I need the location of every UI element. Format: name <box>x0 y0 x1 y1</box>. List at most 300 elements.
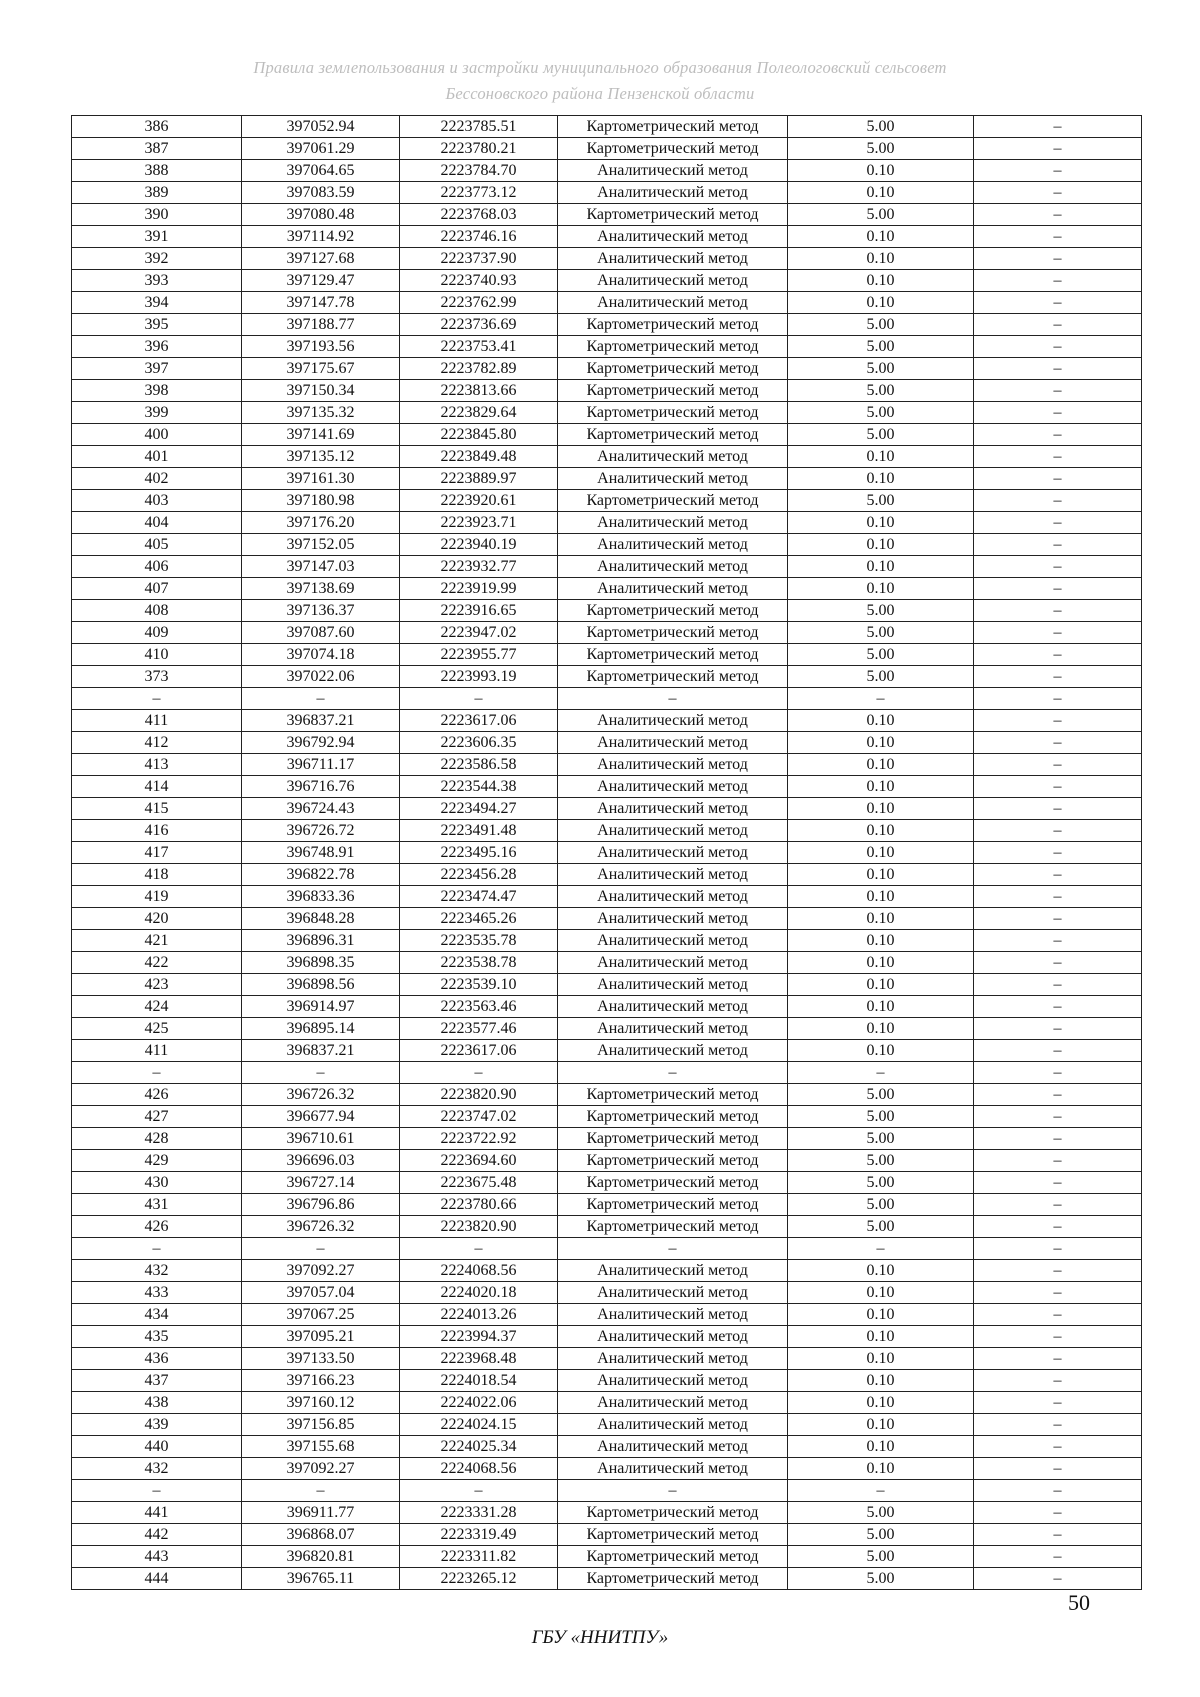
accuracy-cell: 0.10 <box>788 578 974 600</box>
note-cell: – <box>974 1304 1142 1326</box>
note-cell: – <box>974 644 1142 666</box>
accuracy-cell: 0.10 <box>788 1414 974 1436</box>
accuracy-cell: 0.10 <box>788 556 974 578</box>
table-row <box>72 226 1142 248</box>
note-cell: – <box>974 336 1142 358</box>
x-coordinate-cell: 396837.21 <box>242 1040 400 1062</box>
note-cell: – <box>974 358 1142 380</box>
method-cell: Аналитический метод <box>558 754 788 776</box>
table-row <box>72 578 1142 600</box>
y-coordinate-cell: 2223736.69 <box>400 314 558 336</box>
y-coordinate-cell: 2223617.06 <box>400 710 558 732</box>
method-cell: Аналитический метод <box>558 930 788 952</box>
method-cell: Картометрический метод <box>558 138 788 160</box>
x-coordinate-cell: 396895.14 <box>242 1018 400 1040</box>
x-coordinate-cell: 397095.21 <box>242 1326 400 1348</box>
method-cell: Аналитический метод <box>558 864 788 886</box>
x-coordinate-cell: 397160.12 <box>242 1392 400 1414</box>
point-number-cell: 434 <box>72 1304 242 1326</box>
note-cell: – <box>974 754 1142 776</box>
note-cell: – <box>974 292 1142 314</box>
table-row <box>72 732 1142 754</box>
method-cell: Картометрический метод <box>558 116 788 138</box>
x-coordinate-cell: 396898.56 <box>242 974 400 996</box>
page-footer: ГБУ «ННИТПУ» <box>531 1627 669 1648</box>
y-coordinate-cell: 2223722.92 <box>400 1128 558 1150</box>
accuracy-cell: 0.10 <box>788 446 974 468</box>
point-number-cell: 400 <box>72 424 242 446</box>
y-coordinate-cell: 2223474.47 <box>400 886 558 908</box>
y-coordinate-cell: 2223586.58 <box>400 754 558 776</box>
point-number-cell: 387 <box>72 138 242 160</box>
x-coordinate-cell: 396696.03 <box>242 1150 400 1172</box>
point-number-cell: 424 <box>72 996 242 1018</box>
method-cell: Картометрический метод <box>558 1128 788 1150</box>
x-coordinate-cell: 396726.72 <box>242 820 400 842</box>
x-coordinate-cell: 396898.35 <box>242 952 400 974</box>
y-coordinate-cell: – <box>400 1238 558 1260</box>
table-row <box>72 842 1142 864</box>
y-coordinate-cell: 2223940.19 <box>400 534 558 556</box>
note-cell: – <box>974 1326 1142 1348</box>
point-number-cell: 386 <box>72 116 242 138</box>
accuracy-cell: 0.10 <box>788 908 974 930</box>
method-cell: Аналитический метод <box>558 226 788 248</box>
method-cell: Картометрический метод <box>558 380 788 402</box>
x-coordinate-cell: 396677.94 <box>242 1106 400 1128</box>
accuracy-cell: 5.00 <box>788 336 974 358</box>
accuracy-cell: 5.00 <box>788 314 974 336</box>
x-coordinate-cell: 397133.50 <box>242 1348 400 1370</box>
accuracy-cell: 0.10 <box>788 182 974 204</box>
x-coordinate-cell: 396711.17 <box>242 754 400 776</box>
table-row <box>72 424 1142 446</box>
x-coordinate-cell: 396716.76 <box>242 776 400 798</box>
table-row <box>72 1524 1142 1546</box>
y-coordinate-cell: 2223563.46 <box>400 996 558 1018</box>
accuracy-cell: 5.00 <box>788 1172 974 1194</box>
note-cell: – <box>974 776 1142 798</box>
point-number-cell: 437 <box>72 1370 242 1392</box>
point-number-cell: 436 <box>72 1348 242 1370</box>
x-coordinate-cell: 396724.43 <box>242 798 400 820</box>
note-cell: – <box>974 556 1142 578</box>
accuracy-cell: 5.00 <box>788 622 974 644</box>
note-cell: – <box>974 1128 1142 1150</box>
method-cell: Аналитический метод <box>558 776 788 798</box>
x-coordinate-cell: 396896.31 <box>242 930 400 952</box>
y-coordinate-cell: 2223740.93 <box>400 270 558 292</box>
table-row <box>72 182 1142 204</box>
x-coordinate-cell: 397127.68 <box>242 248 400 270</box>
coordinates-table <box>71 115 1142 1590</box>
note-cell: – <box>974 864 1142 886</box>
accuracy-cell: 5.00 <box>788 380 974 402</box>
note-cell: – <box>974 1436 1142 1458</box>
y-coordinate-cell: 2223762.99 <box>400 292 558 314</box>
table-row <box>72 1370 1142 1392</box>
accuracy-cell: 5.00 <box>788 138 974 160</box>
table-row <box>72 138 1142 160</box>
y-coordinate-cell: 2223456.28 <box>400 864 558 886</box>
method-cell: Аналитический метод <box>558 534 788 556</box>
table-row <box>72 1436 1142 1458</box>
table-row <box>72 1216 1142 1238</box>
point-number-cell: 414 <box>72 776 242 798</box>
point-number-cell: 415 <box>72 798 242 820</box>
method-cell: Картометрический метод <box>558 622 788 644</box>
note-cell: – <box>974 1062 1142 1084</box>
y-coordinate-cell: 2223617.06 <box>400 1040 558 1062</box>
method-cell: Аналитический метод <box>558 886 788 908</box>
accuracy-cell: 5.00 <box>788 116 974 138</box>
y-coordinate-cell: 2223544.38 <box>400 776 558 798</box>
table-row <box>72 864 1142 886</box>
accuracy-cell: 0.10 <box>788 1326 974 1348</box>
accuracy-cell: 0.10 <box>788 1348 974 1370</box>
note-cell: – <box>974 534 1142 556</box>
method-cell: Картометрический метод <box>558 424 788 446</box>
method-cell: Аналитический метод <box>558 952 788 974</box>
y-coordinate-cell: 2223968.48 <box>400 1348 558 1370</box>
point-number-cell: 398 <box>72 380 242 402</box>
method-cell: Аналитический метод <box>558 798 788 820</box>
accuracy-cell: 5.00 <box>788 424 974 446</box>
accuracy-cell: 0.10 <box>788 974 974 996</box>
note-cell: – <box>974 490 1142 512</box>
method-cell: Аналитический метод <box>558 1458 788 1480</box>
method-cell: – <box>558 688 788 710</box>
y-coordinate-cell: 2223820.90 <box>400 1084 558 1106</box>
point-number-cell: 401 <box>72 446 242 468</box>
point-number-cell: 388 <box>72 160 242 182</box>
point-number-cell: 421 <box>72 930 242 952</box>
y-coordinate-cell: 2223919.99 <box>400 578 558 600</box>
table-row <box>72 1502 1142 1524</box>
y-coordinate-cell: 2223916.65 <box>400 600 558 622</box>
point-number-cell: 431 <box>72 1194 242 1216</box>
table-row <box>72 160 1142 182</box>
note-cell: – <box>974 1392 1142 1414</box>
method-cell: Аналитический метод <box>558 908 788 930</box>
table-row <box>72 1172 1142 1194</box>
x-coordinate-cell: 397087.60 <box>242 622 400 644</box>
note-cell: – <box>974 996 1142 1018</box>
note-cell: – <box>974 1282 1142 1304</box>
y-coordinate-cell: 2224022.06 <box>400 1392 558 1414</box>
accuracy-cell: 5.00 <box>788 490 974 512</box>
method-cell: Аналитический метод <box>558 556 788 578</box>
y-coordinate-cell: 2223994.37 <box>400 1326 558 1348</box>
x-coordinate-cell: – <box>242 1480 400 1502</box>
note-cell: – <box>974 1370 1142 1392</box>
accuracy-cell: 0.10 <box>788 886 974 908</box>
method-cell: Картометрический метод <box>558 1524 788 1546</box>
note-cell: – <box>974 798 1142 820</box>
table-row <box>72 468 1142 490</box>
point-number-cell: 405 <box>72 534 242 556</box>
accuracy-cell: 0.10 <box>788 930 974 952</box>
y-coordinate-cell: 2223694.60 <box>400 1150 558 1172</box>
x-coordinate-cell: 397067.25 <box>242 1304 400 1326</box>
y-coordinate-cell: 2224020.18 <box>400 1282 558 1304</box>
accuracy-cell: 0.10 <box>788 732 974 754</box>
point-number-cell: 417 <box>72 842 242 864</box>
point-number-cell: – <box>72 1480 242 1502</box>
x-coordinate-cell: 397155.68 <box>242 1436 400 1458</box>
accuracy-cell: 0.10 <box>788 776 974 798</box>
x-coordinate-cell: 397136.37 <box>242 600 400 622</box>
note-cell: – <box>974 1216 1142 1238</box>
note-cell: – <box>974 622 1142 644</box>
note-cell: – <box>974 908 1142 930</box>
x-coordinate-cell: 397074.18 <box>242 644 400 666</box>
table-row <box>72 314 1142 336</box>
x-coordinate-cell: 396796.86 <box>242 1194 400 1216</box>
method-cell: Картометрический метод <box>558 336 788 358</box>
note-cell: – <box>974 578 1142 600</box>
note-cell: – <box>974 1106 1142 1128</box>
table-row <box>72 688 1142 710</box>
point-number-cell: 412 <box>72 732 242 754</box>
method-cell: Аналитический метод <box>558 732 788 754</box>
accuracy-cell: – <box>788 1062 974 1084</box>
note-cell: – <box>974 1150 1142 1172</box>
accuracy-cell: 5.00 <box>788 1568 974 1590</box>
method-cell: Аналитический метод <box>558 1436 788 1458</box>
table-row <box>72 754 1142 776</box>
note-cell: – <box>974 248 1142 270</box>
table-row <box>72 1128 1142 1150</box>
y-coordinate-cell: 2223780.21 <box>400 138 558 160</box>
accuracy-cell: 0.10 <box>788 1040 974 1062</box>
x-coordinate-cell: – <box>242 1238 400 1260</box>
method-cell: Аналитический метод <box>558 512 788 534</box>
x-coordinate-cell: – <box>242 688 400 710</box>
method-cell: Картометрический метод <box>558 314 788 336</box>
y-coordinate-cell: 2223753.41 <box>400 336 558 358</box>
table-row <box>72 380 1142 402</box>
x-coordinate-cell: 397141.69 <box>242 424 400 446</box>
accuracy-cell: 0.10 <box>788 534 974 556</box>
table-row <box>72 1040 1142 1062</box>
method-cell: Аналитический метод <box>558 820 788 842</box>
x-coordinate-cell: 397092.27 <box>242 1458 400 1480</box>
x-coordinate-cell: 397135.32 <box>242 402 400 424</box>
table-row <box>72 622 1142 644</box>
point-number-cell: 399 <box>72 402 242 424</box>
table-row <box>72 1194 1142 1216</box>
point-number-cell: 441 <box>72 1502 242 1524</box>
note-cell: – <box>974 160 1142 182</box>
method-cell: Картометрический метод <box>558 490 788 512</box>
point-number-cell: 429 <box>72 1150 242 1172</box>
point-number-cell: 442 <box>72 1524 242 1546</box>
table-row <box>72 666 1142 688</box>
y-coordinate-cell: 2223920.61 <box>400 490 558 512</box>
x-coordinate-cell: 397147.78 <box>242 292 400 314</box>
point-number-cell: 444 <box>72 1568 242 1590</box>
point-number-cell: 402 <box>72 468 242 490</box>
y-coordinate-cell: – <box>400 688 558 710</box>
table-row <box>72 116 1142 138</box>
note-cell: – <box>974 512 1142 534</box>
method-cell: – <box>558 1480 788 1502</box>
accuracy-cell: 5.00 <box>788 1502 974 1524</box>
point-number-cell: 418 <box>72 864 242 886</box>
method-cell: Аналитический метод <box>558 446 788 468</box>
y-coordinate-cell: – <box>400 1480 558 1502</box>
table-row <box>72 908 1142 930</box>
x-coordinate-cell: 396848.28 <box>242 908 400 930</box>
method-cell: Аналитический метод <box>558 1392 788 1414</box>
note-cell: – <box>974 952 1142 974</box>
accuracy-cell: 0.10 <box>788 754 974 776</box>
accuracy-cell: 0.10 <box>788 1436 974 1458</box>
note-cell: – <box>974 688 1142 710</box>
accuracy-cell: 0.10 <box>788 292 974 314</box>
point-number-cell: 416 <box>72 820 242 842</box>
note-cell: – <box>974 710 1142 732</box>
table-row <box>72 1282 1142 1304</box>
y-coordinate-cell: 2224068.56 <box>400 1260 558 1282</box>
y-coordinate-cell: 2223845.80 <box>400 424 558 446</box>
method-cell: Аналитический метод <box>558 1260 788 1282</box>
x-coordinate-cell: 396727.14 <box>242 1172 400 1194</box>
accuracy-cell: 0.10 <box>788 468 974 490</box>
table-row <box>72 1480 1142 1502</box>
method-cell: Картометрический метод <box>558 1546 788 1568</box>
accuracy-cell: 0.10 <box>788 248 974 270</box>
note-cell: – <box>974 468 1142 490</box>
y-coordinate-cell: 2223955.77 <box>400 644 558 666</box>
page-number: 50 <box>1068 1590 1090 1615</box>
accuracy-cell: 0.10 <box>788 1018 974 1040</box>
point-number-cell: 389 <box>72 182 242 204</box>
y-coordinate-cell: 2223923.71 <box>400 512 558 534</box>
table-row <box>72 512 1142 534</box>
accuracy-cell: – <box>788 1480 974 1502</box>
y-coordinate-cell: 2223813.66 <box>400 380 558 402</box>
x-coordinate-cell: 397180.98 <box>242 490 400 512</box>
point-number-cell: 404 <box>72 512 242 534</box>
y-coordinate-cell: 2223265.12 <box>400 1568 558 1590</box>
note-cell: – <box>974 666 1142 688</box>
point-number-cell: 373 <box>72 666 242 688</box>
method-cell: Картометрический метод <box>558 1568 788 1590</box>
x-coordinate-cell: 397175.67 <box>242 358 400 380</box>
point-number-cell: 440 <box>72 1436 242 1458</box>
accuracy-cell: 0.10 <box>788 820 974 842</box>
table-row <box>72 270 1142 292</box>
accuracy-cell: 0.10 <box>788 1304 974 1326</box>
accuracy-cell: 5.00 <box>788 402 974 424</box>
note-cell: – <box>974 842 1142 864</box>
method-cell: Картометрический метод <box>558 666 788 688</box>
y-coordinate-cell: 2223535.78 <box>400 930 558 952</box>
point-number-cell: 407 <box>72 578 242 600</box>
accuracy-cell: – <box>788 1238 974 1260</box>
y-coordinate-cell: 2223494.27 <box>400 798 558 820</box>
point-number-cell: 426 <box>72 1084 242 1106</box>
table-row <box>72 886 1142 908</box>
method-cell: Аналитический метод <box>558 1018 788 1040</box>
table-row <box>72 798 1142 820</box>
y-coordinate-cell: 2224018.54 <box>400 1370 558 1392</box>
note-cell: – <box>974 380 1142 402</box>
note-cell: – <box>974 1502 1142 1524</box>
table-row <box>72 534 1142 556</box>
method-cell: Аналитический метод <box>558 842 788 864</box>
method-cell: – <box>558 1062 788 1084</box>
note-cell: – <box>974 116 1142 138</box>
y-coordinate-cell: 2223746.16 <box>400 226 558 248</box>
table-row <box>72 248 1142 270</box>
table-row <box>72 1062 1142 1084</box>
point-number-cell: 438 <box>72 1392 242 1414</box>
table-row <box>72 644 1142 666</box>
table-row <box>72 776 1142 798</box>
y-coordinate-cell: 2223577.46 <box>400 1018 558 1040</box>
table-row <box>72 1458 1142 1480</box>
accuracy-cell: 5.00 <box>788 204 974 226</box>
method-cell: Аналитический метод <box>558 248 788 270</box>
point-number-cell: 396 <box>72 336 242 358</box>
table-row <box>72 600 1142 622</box>
accuracy-cell: 0.10 <box>788 226 974 248</box>
x-coordinate-cell: 396792.94 <box>242 732 400 754</box>
y-coordinate-cell: 2223319.49 <box>400 1524 558 1546</box>
x-coordinate-cell: 397188.77 <box>242 314 400 336</box>
point-number-cell: 413 <box>72 754 242 776</box>
point-number-cell: 411 <box>72 710 242 732</box>
point-number-cell: 419 <box>72 886 242 908</box>
point-number-cell: 423 <box>72 974 242 996</box>
method-cell: Аналитический метод <box>558 182 788 204</box>
x-coordinate-cell: 397193.56 <box>242 336 400 358</box>
x-coordinate-cell: 397083.59 <box>242 182 400 204</box>
accuracy-cell: 5.00 <box>788 1216 974 1238</box>
y-coordinate-cell: 2223311.82 <box>400 1546 558 1568</box>
accuracy-cell: 0.10 <box>788 270 974 292</box>
accuracy-cell: 5.00 <box>788 358 974 380</box>
method-cell: Аналитический метод <box>558 292 788 314</box>
accuracy-cell: 0.10 <box>788 952 974 974</box>
note-cell: – <box>974 270 1142 292</box>
x-coordinate-cell: 397057.04 <box>242 1282 400 1304</box>
table-row <box>72 446 1142 468</box>
method-cell: Картометрический метод <box>558 1194 788 1216</box>
table-row <box>72 358 1142 380</box>
note-cell: – <box>974 138 1142 160</box>
x-coordinate-cell: 396765.11 <box>242 1568 400 1590</box>
table-row <box>72 1568 1142 1590</box>
x-coordinate-cell: 397129.47 <box>242 270 400 292</box>
method-cell: Картометрический метод <box>558 644 788 666</box>
y-coordinate-cell: 2223993.19 <box>400 666 558 688</box>
y-coordinate-cell: – <box>400 1062 558 1084</box>
method-cell: Аналитический метод <box>558 974 788 996</box>
method-cell: Аналитический метод <box>558 160 788 182</box>
point-number-cell: 411 <box>72 1040 242 1062</box>
y-coordinate-cell: 2223747.02 <box>400 1106 558 1128</box>
y-coordinate-cell: 2224024.15 <box>400 1414 558 1436</box>
table-row <box>72 1260 1142 1282</box>
y-coordinate-cell: 2223465.26 <box>400 908 558 930</box>
note-cell: – <box>974 1348 1142 1370</box>
note-cell: – <box>974 1194 1142 1216</box>
x-coordinate-cell: 396868.07 <box>242 1524 400 1546</box>
